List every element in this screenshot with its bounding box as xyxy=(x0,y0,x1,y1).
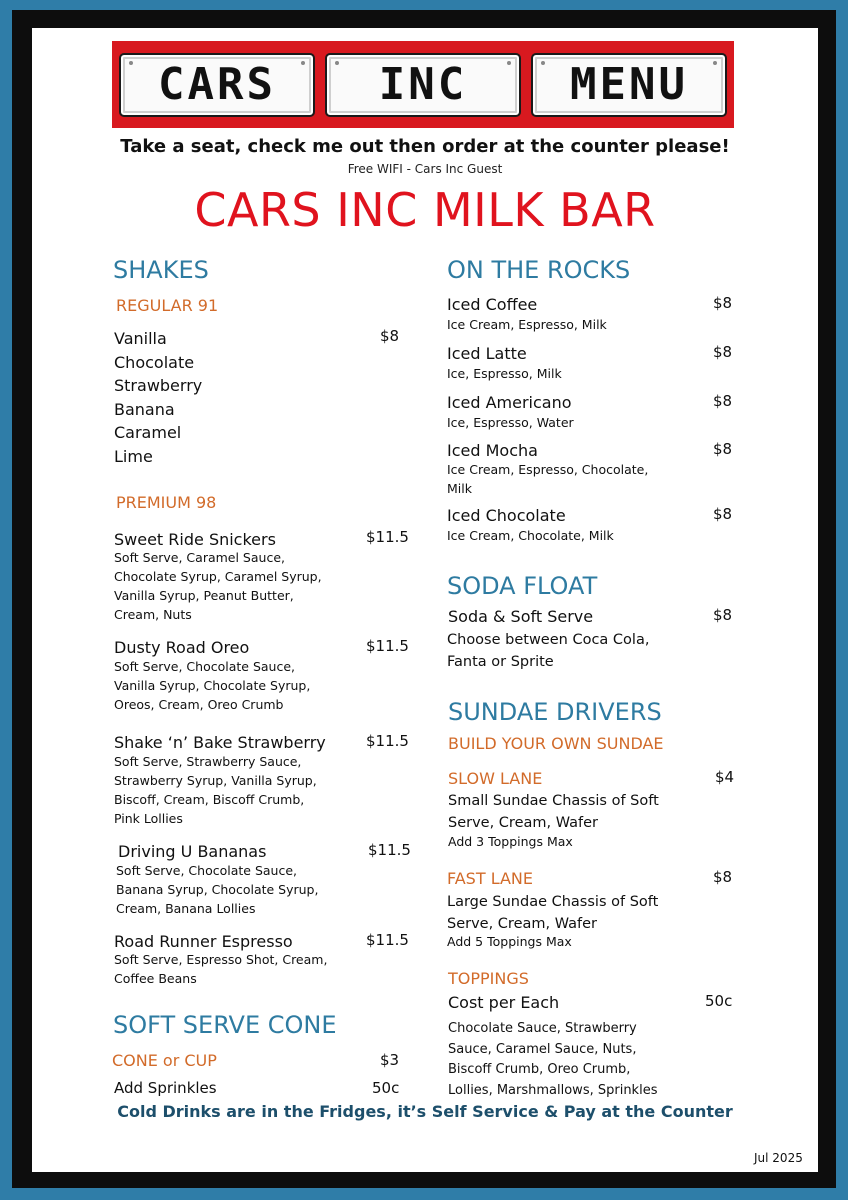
shakes-heading: SHAKES xyxy=(113,256,209,284)
slow-lane-desc: Small Sundae Chassis of Soft Serve, Cream, Wafer xyxy=(448,793,659,831)
plate-cars: CARS xyxy=(119,53,315,117)
menu-item-name: Road Runner Espresso xyxy=(114,932,293,951)
menu-item-name: Dusty Road Oreo xyxy=(114,638,250,657)
menu-item-name: Iced Chocolate xyxy=(447,506,566,525)
slow-lane-price: $4 xyxy=(715,768,735,786)
slow-lane-note: Add 3 Toppings Max xyxy=(448,834,573,849)
menu-item-name: Driving U Bananas xyxy=(118,842,267,861)
menu-item-price: $8 xyxy=(713,343,733,361)
list-item: Lime xyxy=(114,446,153,466)
regular-heading: REGULAR 91 xyxy=(116,296,219,315)
menu-item-price: $8 xyxy=(713,606,733,624)
fast-lane-heading: FAST LANE xyxy=(447,869,533,888)
sundae-heading: SUNDAE DRIVERS xyxy=(448,698,662,726)
plate-menu: MENU xyxy=(531,53,727,117)
cone-sub: CONE or CUP xyxy=(112,1051,217,1070)
menu-item-desc: Ice, Espresso, Water xyxy=(447,415,574,430)
menu-item-desc: Ice Cream, Espresso, Chocolate, Milk xyxy=(447,462,649,496)
toppings-cost: Cost per Each xyxy=(448,993,560,1012)
menu-item-name: Shake ‘n’ Bake Strawberry xyxy=(114,733,326,752)
menu-item-desc: Choose between Coca Cola, Fanta or Sprite xyxy=(447,632,650,670)
toppings-desc: Chocolate Sauce, Strawberry Sauce, Caramel Sauce, Nuts, Biscoff Crumb, Oreo Crumb, Lollies, Marshmallows, Sprinkles xyxy=(448,1021,658,1098)
menu-item-price: $8 xyxy=(713,440,733,458)
menu-item-name: Iced Latte xyxy=(447,344,527,363)
menu-item-name: Iced Coffee xyxy=(447,295,538,314)
page-title: CARS INC MILK BAR xyxy=(194,183,656,237)
rocks-heading: ON THE ROCKS xyxy=(447,256,631,284)
slow-lane-heading: SLOW LANE xyxy=(448,769,543,788)
menu-item-price: $8 xyxy=(713,294,733,312)
cone-heading: SOFT SERVE CONE xyxy=(113,1011,337,1039)
menu-item-name: Iced Americano xyxy=(447,393,572,412)
list-item: Vanilla xyxy=(114,329,167,348)
menu-item-desc: Soft Serve, Chocolate Sauce, Vanilla Syrup, Chocolate Syrup, Oreos, Cream, Oreo Crumb xyxy=(114,659,311,712)
plate-inc: INC xyxy=(325,53,521,117)
list-item: Chocolate xyxy=(114,352,195,372)
fast-lane-price: $8 xyxy=(713,868,733,886)
sundae-sub: BUILD YOUR OWN SUNDAE xyxy=(448,734,664,753)
menu-page xyxy=(32,28,818,1172)
regular-price: $8 xyxy=(380,327,400,345)
tagline: Take a seat, check me out then order at the counter please! xyxy=(120,136,730,157)
menu-item-name: Soda & Soft Serve xyxy=(448,607,594,626)
menu-date: Jul 2025 xyxy=(754,1151,803,1165)
fast-lane-note: Add 5 Toppings Max xyxy=(447,934,572,949)
list-item: Strawberry xyxy=(114,376,203,396)
premium-heading: PREMIUM 98 xyxy=(116,493,217,512)
list-item: Caramel xyxy=(114,423,182,443)
menu-item-price: $8 xyxy=(713,505,733,523)
regular-list xyxy=(114,327,202,469)
sprinkles-price: 50c xyxy=(372,1079,400,1097)
menu-item-price: $11.5 xyxy=(366,637,409,655)
menu-item-price: $11.5 xyxy=(366,732,409,750)
menu-item-desc: Ice Cream, Chocolate, Milk xyxy=(447,528,614,543)
menu-item-desc: Soft Serve, Espresso Shot, Cream, Coffee Beans xyxy=(114,952,328,986)
wifi-info: Free WIFI - Cars Inc Guest xyxy=(347,162,503,176)
menu-item-desc: Soft Serve, Chocolate Sauce, Banana Syrup, Chocolate Syrup, Cream, Banana Lollies xyxy=(116,863,319,916)
menu-item-price: $11.5 xyxy=(366,931,409,949)
footer-note: Cold Drinks are in the Fridges, it’s Self Service & Pay at the Counter xyxy=(117,1102,733,1121)
menu-item-desc: Ice Cream, Espresso, Milk xyxy=(447,317,607,332)
menu-item-price: $11.5 xyxy=(366,528,409,546)
toppings-heading: TOPPINGS xyxy=(448,969,529,988)
sprinkles-item: Add Sprinkles xyxy=(114,1079,217,1097)
toppings-price: 50c xyxy=(705,992,733,1010)
menu-item-desc: Ice, Espresso, Milk xyxy=(447,366,562,381)
float-heading: SODA FLOAT xyxy=(447,572,598,600)
menu-item-price: $11.5 xyxy=(368,841,411,859)
menu-item-name: Iced Mocha xyxy=(447,441,538,460)
license-plate-banner xyxy=(112,41,734,128)
fast-lane-desc: Large Sundae Chassis of Soft Serve, Cream, Wafer xyxy=(447,894,659,932)
menu-item-desc: Soft Serve, Strawberry Sauce, Strawberry Syrup, Vanilla Syrup, Biscoff, Cream, Biscoff Crumb, Pink Lollies xyxy=(114,754,317,826)
menu-item-desc: Soft Serve, Caramel Sauce, Chocolate Syrup, Caramel Syrup, Vanilla Syrup, Peanut Butter, Cream, Nuts xyxy=(114,550,322,622)
menu-item-name: Sweet Ride Snickers xyxy=(114,530,276,549)
list-item: Banana xyxy=(114,399,175,419)
menu-item-price: $8 xyxy=(713,392,733,410)
cone-price: $3 xyxy=(380,1051,400,1069)
